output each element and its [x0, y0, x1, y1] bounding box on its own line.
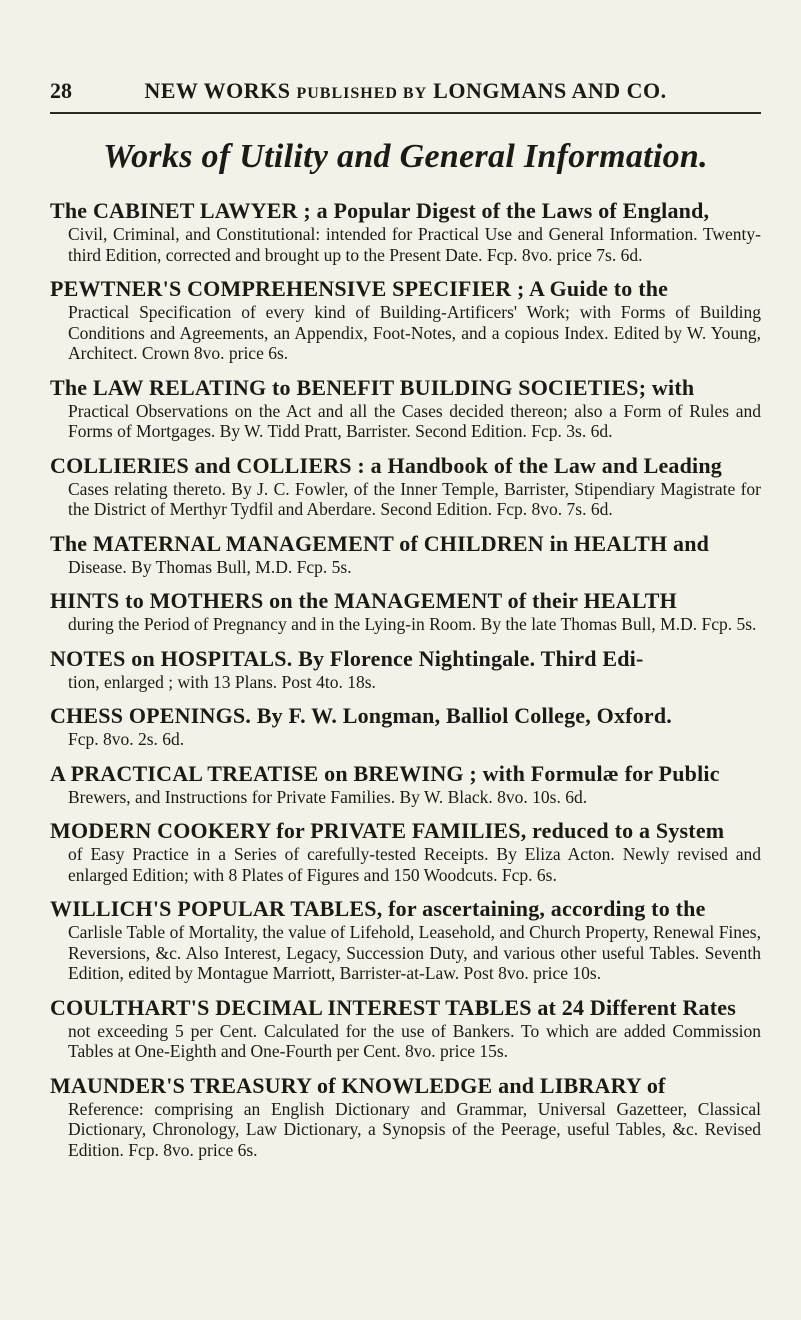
running-title-part1: NEW WORKS	[144, 78, 297, 103]
entry-description: tion, enlarged ; with 13 Plans. Post 4to. 18s.	[68, 671, 376, 692]
entry-heading: The MATERNAL MANAGEMENT of CHILDREN in HEALTH and	[50, 530, 710, 556]
header-rule	[50, 112, 761, 114]
entry-heading: WILLICH'S POPULAR TABLES, for ascertaining, according to the	[50, 896, 706, 921]
entry-description: during the Period of Pregnancy and in the Lying-in Room. By the late Thomas Bull, M.D. Fcp. 5s.	[68, 614, 757, 634]
catalogue-entry	[50, 531, 761, 578]
catalogue-entry	[50, 1073, 761, 1161]
catalogue-entry	[50, 761, 761, 808]
catalogue-entry	[50, 375, 761, 442]
catalogue-entry	[50, 896, 761, 984]
catalogue-entry	[50, 276, 761, 364]
entry-heading: COLLIERIES and COLLIERS : a Handbook of the Law and Leading	[50, 452, 723, 478]
entry-heading: NOTES on HOSPITALS. By Florence Nightingale. Third Edi-	[50, 645, 644, 671]
entry-heading: PEWTNER'S COMPREHENSIVE SPECIFIER ; A Guide to the	[50, 276, 669, 301]
entry-heading: CHESS OPENINGS. By F. W. Longman, Balliol College, Oxford.	[50, 703, 673, 728]
entry-description: Carlisle Table of Mortality, the value of Lifehold, Leasehold, and Church Property, Renewal Fines, Reversions, &c. Also Interest, Legacy, Succession Duty, and various other useful Tables. Seventh Edition, edited by Montague Marriott, Barrister-at-Law. Post 8vo. price 10s.	[68, 922, 761, 983]
catalogue-entry	[50, 198, 761, 265]
entry-heading: A PRACTICAL TREATISE on BREWING ; with Formulæ for Public	[50, 760, 720, 786]
entry-description: Cases relating thereto. By J. C. Fowler, of the Inner Temple, Barrister, Stipendiary Magistrate for the District of Merthyr Tydfil and Aberdare. Second Edition. Fcp. 8vo. 7s. 6d.	[68, 478, 761, 519]
entry-description: Reference: comprising an English Dictionary and Grammar, Universal Gazetteer, Classical Dictionary, Chronology, Law Dictionary, a Synopsis of the Peerage, useful Tables, &c. Revised Edition. Fcp. 8vo. price 6s.	[68, 1098, 761, 1160]
entry-description: of Easy Practice in a Series of carefully-tested Receipts. By Eliza Acton. Newly revised and enlarged Edition; with 8 Plates of Figures and 150 Woodcuts. Fcp. 6s.	[68, 844, 761, 885]
running-head	[50, 78, 761, 110]
catalogue-entry	[50, 818, 761, 885]
running-title	[50, 78, 761, 104]
entry-description: Practical Observations on the Act and all the Cases decided thereon; also a Form of Rules and Forms of Mortgages. By W. Tidd Pratt, Barrister. Second Edition. Fcp. 3s. 6d.	[68, 400, 761, 441]
catalogue-entry	[50, 703, 761, 750]
entry-description: Practical Specification of every kind of Building-Artificers' Work; with Forms of Building Conditions and Agreements, an Appendix, Foot-Notes, and a copious Index. Edited by W. Young, Architect. Crown 8vo. price 6s.	[68, 302, 761, 363]
catalogue-entry	[50, 646, 761, 693]
catalogue-entry	[50, 995, 761, 1062]
entry-description: Fcp. 8vo. 2s. 6d.	[68, 729, 185, 749]
entry-heading: The LAW RELATING to BENEFIT BUILDING SOCIETIES; with	[50, 374, 695, 400]
entry-heading: MODERN COOKERY for PRIVATE FAMILIES, reduced to a System	[50, 818, 725, 843]
entry-description: Civil, Criminal, and Constitutional: intended for Practical Use and General Information. Twenty-third Edition, corrected and brought up to the Present Date. Fcp. 8vo. price 7s. 6d.	[68, 224, 761, 265]
entry-heading: The CABINET LAWYER ; a Popular Digest of the Laws of England,	[50, 198, 710, 223]
catalogue-entry	[50, 588, 761, 635]
running-title-small: PUBLISHED BY	[296, 85, 428, 102]
entry-heading: HINTS to MOTHERS on the MANAGEMENT of their HEALTH	[50, 588, 677, 613]
entry-description: not exceeding 5 per Cent. Calculated for the use of Bankers. To which are added Commission Tables at One-Eighth and One-Fourth per Cent. 8vo. price 15s.	[68, 1020, 761, 1061]
catalogue-entries	[50, 198, 761, 1171]
catalogue-entry	[50, 453, 761, 520]
entry-heading: COULTHART'S DECIMAL INTEREST TABLES at 24 Different Rates	[50, 994, 737, 1020]
page-number: 28	[50, 78, 72, 103]
section-title: Works of Utility and General Information.	[103, 138, 708, 175]
entry-description: Brewers, and Instructions for Private Families. By W. Black. 8vo. 10s. 6d.	[68, 786, 588, 807]
entry-heading: MAUNDER'S TREASURY of KNOWLEDGE and LIBRARY of	[50, 1072, 666, 1098]
running-title-part2: LONGMANS AND CO.	[427, 78, 667, 103]
entry-description: Disease. By Thomas Bull, M.D. Fcp. 5s.	[68, 556, 352, 577]
